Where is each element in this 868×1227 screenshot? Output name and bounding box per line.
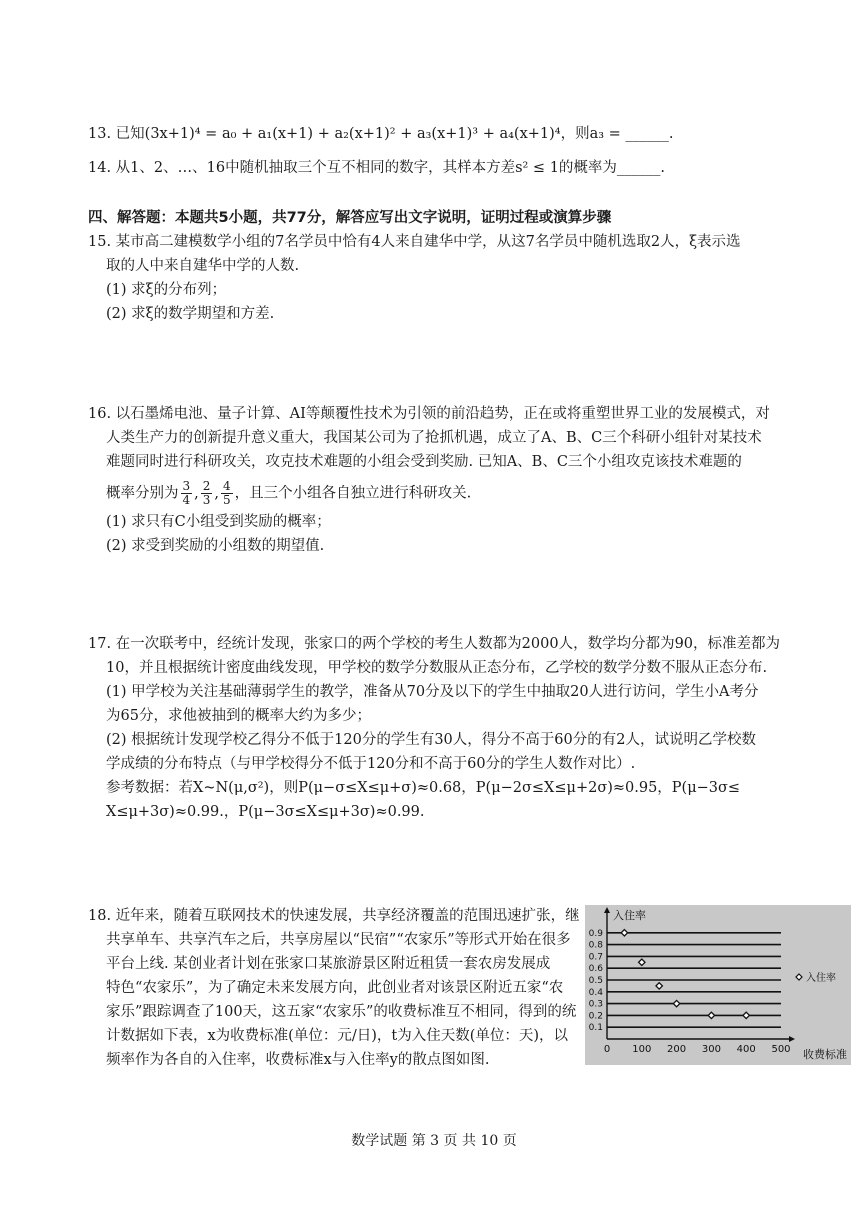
- question-15-part2: (2) 求ξ的数学期望和方差.: [106, 306, 275, 322]
- question-14: 14. 从1、2、…、16中随机抽取三个互不相同的数字，其样本方差s² ≤ 1的概率为______.: [88, 160, 666, 176]
- question-13: 13. 已知(3x+1)⁴ = a₀ + a₁(x+1) + a₂(x+1)² + a₃(x+1)³ + a₄(x+1)⁴，则a₃ = ______.: [88, 126, 674, 142]
- question-15-line: 15. 某市高二建模数学小组的7名学员中恰有4人来自建华中学，从这7名学员中随机选取2人，ξ表示选: [88, 234, 741, 250]
- question-16-prob-suffix: ，且三个小组各自独立进行科研攻关.: [234, 485, 472, 502]
- question-17-part1: (1) 甲学校为关注基础薄弱学生的教学，准备从70分及以下的学生中抽取20人进行访问，学生小A考分: [106, 684, 759, 700]
- fraction: $\frac{3}{4}$: [182, 479, 191, 507]
- x-tick-label: 100: [632, 1044, 652, 1055]
- y-tick-label: 0.7: [588, 952, 603, 963]
- question-16-prob-prefix: 概率分别为: [106, 485, 179, 502]
- page-footer: 数学试题 第 3 页 共 10 页: [351, 1133, 517, 1149]
- question-16-part1: (1) 求只有C小组受到奖励的概率；: [106, 514, 331, 530]
- question-18-line: 计数据如下表，x为收费标准(单位：元/日)，t为入住天数(单位：天)，以: [106, 1028, 569, 1044]
- question-15-line: 取的人中来自建华中学的人数.: [106, 258, 300, 274]
- question-16-probabilities: 概率分别为 $\frac{3}{4}$ , $\frac{2}{3}$ , $\frac{4}{5}$ ，且三个小组各自独立进行科研攻关.: [106, 479, 472, 507]
- question-18-line: 共享单车、共享汽车之后，共享房屋以“民宿”“农家乐”等形式开始在很多: [106, 932, 571, 948]
- fraction: $\frac{4}{5}$: [223, 479, 231, 507]
- question-17-reference: X≤μ+3σ)≈0.99.，P(μ−3σ≤X≤μ+3σ)≈0.99.: [106, 804, 425, 820]
- question-17-reference: 参考数据：若X~N(μ,σ²)，则P(μ−σ≤X≤μ+σ)≈0.68，P(μ−2σ≤X≤μ+2σ)≈0.95，P(μ−3σ≤: [106, 780, 741, 796]
- question-17-line: 10，并且根据统计密度曲线发现，甲学校的数学分数服从正态分布，乙学校的数学分数不服从正态分布.: [106, 660, 768, 676]
- question-16-line: 16. 以石墨烯电池、量子计算、AI等颠覆性技术为引领的前沿趋势，正在或将重塑世界工业的发展模式，对: [88, 406, 770, 422]
- y-tick-label: 0.8: [588, 940, 603, 951]
- y-tick-label: 0.5: [588, 976, 603, 986]
- question-16-part2: (2) 求受到奖励的小组数的期望值.: [106, 538, 325, 554]
- x-tick-label: 0: [603, 1044, 611, 1055]
- question-18-line: 特色“农家乐”，为了确定未来发展方向，此创业者对该景区附近五家“农: [106, 980, 564, 996]
- question-16-line: 人类生产力的创新提升意义重大，我国某公司为了抢抓机遇，成立了A、B、C三个科研小组针对某技术: [106, 430, 762, 446]
- question-18-line: 频率作为各自的入住率，收费标准x与入住率y的散点图如图.: [106, 1052, 490, 1068]
- y-axis-label: 入住率: [613, 909, 646, 922]
- y-tick-label: 0.4: [588, 987, 603, 998]
- legend-label: 入住率: [806, 973, 836, 984]
- fraction: $\frac{2}{3}$: [202, 479, 211, 507]
- x-tick-label: 400: [736, 1044, 756, 1055]
- question-17-line: 17. 在一次联考中，经统计发现，张家口的两个学校的考生人数都为2000人，数学均分都为90，标准差都为: [88, 636, 781, 652]
- y-tick-label: 0.9: [588, 928, 603, 939]
- question-18-line: 家乐”跟踪调查了100天，这五家“农家乐”的收费标准互不相同，得到的统: [106, 1004, 577, 1020]
- question-15-part1: (1) 求ξ的分布列；: [106, 282, 227, 298]
- question-17-part2: (2) 根据统计发现学校乙得分不低于120分的学生有30人，得分不高于60分的有2人，试说明乙学校数: [106, 732, 756, 748]
- question-16-line: 难题同时进行科研攻关，攻克技术难题的小组会受到奖励. 已知A、B、C三个小组攻克该技术难题的: [106, 454, 742, 470]
- question-18-line: 18. 近年来，随着互联网技术的快速发展，共享经济覆盖的范围迅速扩张，继: [88, 908, 580, 924]
- chart-background: [585, 905, 851, 1065]
- y-tick-label: 0.2: [588, 1011, 603, 1022]
- question-17-line: 学成绩的分布特点（与甲学校得分不低于120分和不高于60分的学生人数作对比）.: [106, 756, 636, 772]
- question-17-line: 为65分，求他被抽到的概率大约为多少；: [106, 708, 371, 724]
- x-tick-label: 300: [701, 1044, 721, 1055]
- y-tick-label: 0.1: [588, 1023, 603, 1034]
- x-tick-label: 500: [771, 1044, 791, 1055]
- x-tick-label: 200: [667, 1044, 687, 1055]
- y-tick-label: 0.6: [588, 964, 603, 975]
- section-heading: 四、解答题：本题共5小题，共77分，解答应写出文字说明，证明过程或演算步骤: [88, 210, 612, 226]
- scatter-chart: [585, 905, 851, 1065]
- y-tick-label: 0.3: [588, 999, 603, 1010]
- x-axis-label: 收费标准: [803, 1048, 847, 1061]
- question-18-line: 平台上线. 某创业者计划在张家口某旅游景区附近租赁一套农房发展成: [106, 956, 551, 972]
